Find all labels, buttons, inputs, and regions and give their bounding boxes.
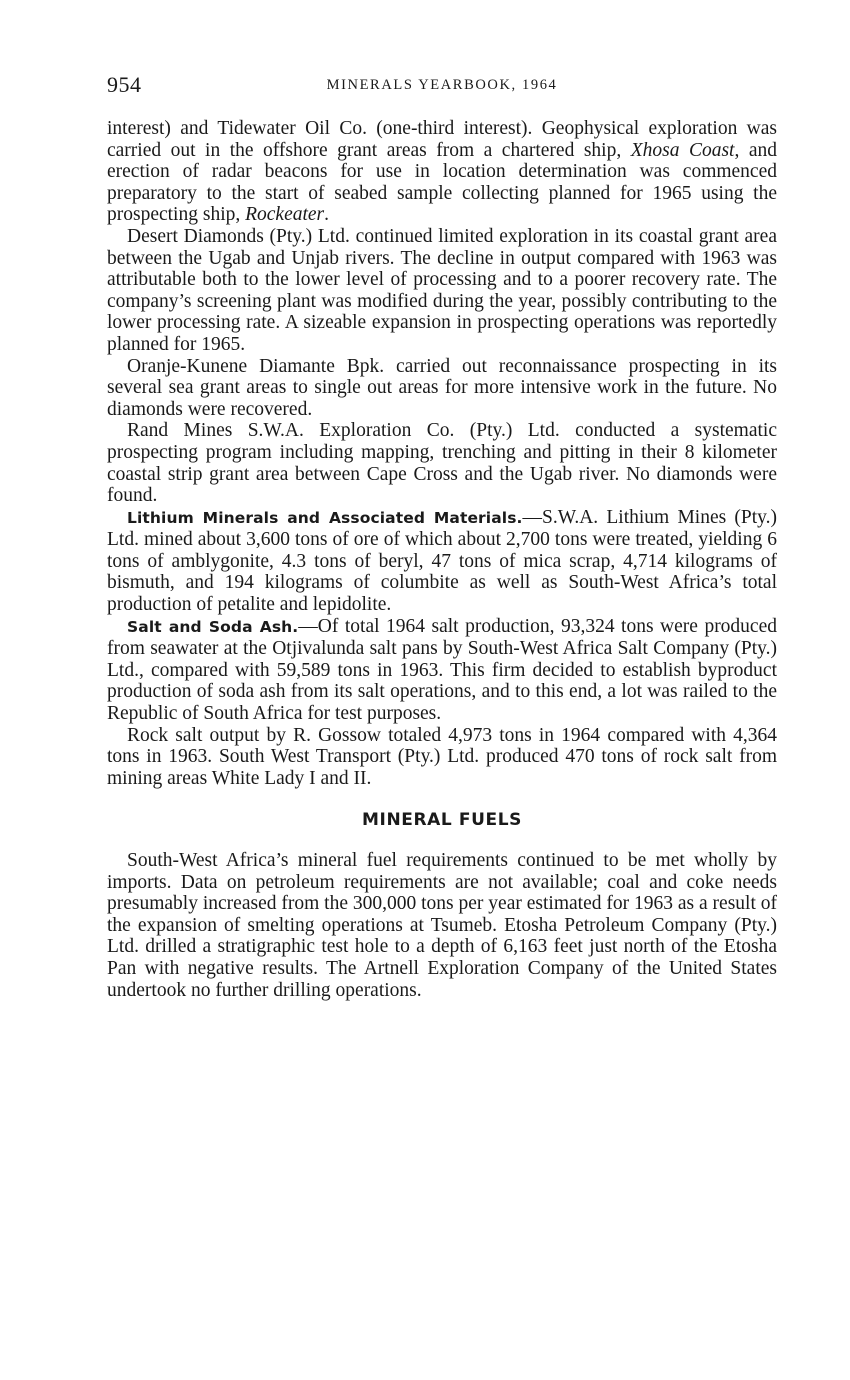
paragraph-mineral-fuels: South-West Africa’s mineral fuel requirements continued to be met wholly by imports. Data on petroleum requirements are not available; coal and coke needs presumably increased from the 300,000 tons per year estimated for 1963 as a result of the expansion of smelting operations at Tsumeb. Etosha Petroleum Company (Pty.) Ltd. drilled a stratigraphic test hole to a depth of 6,163 feet just north of the Etosha Pan with negative results. The Artnell Exploration Company of the United States undertook no further drilling operations. — [107, 850, 777, 1001]
page-number: 954 — [107, 72, 142, 97]
paragraph-lithium — [107, 507, 777, 616]
paragraph-text: —Of total 1964 salt production, 93,324 tons were produced from seawater at the Otjivalunda salt pans by South-West Africa Salt Company (Pty.) Ltd., compared with 59,589 tons in 1963. This firm decided to establish byproduct production of soda ash from its salt operations, and to this end, a lot was railed to the Republic of South Africa for test purposes. — [107, 615, 777, 725]
paragraph-tidewater — [107, 118, 777, 226]
running-title: MINERALS YEARBOOK, 1964 — [326, 77, 558, 93]
paragraph-text: . — [324, 204, 330, 226]
body-text — [107, 118, 777, 1001]
page-header — [107, 72, 777, 102]
paragraph-text: , and erection of radar beacons for use in location determination was commenced preparatory to the start of seabed sample collecting planned for 1965 using the prospecting ship, — [107, 139, 778, 226]
paragraph-rand-mines: Rand Mines S.W.A. Exploration Co. (Pty.) Ltd. conducted a systematic prospecting program including mapping, trenching and pitting in their 8 kilometer coastal strip grant area between Cape Cross and the Ugab river. No diamonds were found. — [107, 420, 777, 507]
paragraph-rock-salt: Rock salt output by R. Gossow totaled 4,973 tons in 1964 compared with 4,364 tons in 1963. South West Transport (Pty.) Ltd. produced 470 tons of rock salt from mining areas White Lady I and II. — [107, 724, 777, 789]
section-heading-mineral-fuels: MINERAL FUELS — [362, 810, 522, 831]
runin-heading-lithium: Lithium Minerals and Associated Materials. — [127, 508, 523, 527]
ship-name-rockeater: Rockeater — [245, 204, 325, 226]
ship-name-xhosa-coast: Xhosa Coast — [630, 139, 735, 161]
paragraph-desert-diamonds: Desert Diamonds (Pty.) Ltd. continued limited exploration in its coastal grant area between the Ugab and Unjab rivers. The decline in output compared with 1963 was attributable both to the lower level of processing and to a poorer recovery rate. The company’s screening plant was modified during the year, possibly contributing to the lower processing rate. A sizeable expansion in prospecting operations was reportedly planned for 1965. — [107, 225, 777, 355]
paragraph-salt-soda — [107, 616, 777, 725]
paragraph-oranje-kunene: Oranje-Kunene Diamante Bpk. carried out reconnaissance prospecting in its several sea grant areas to single out areas for more intensive work in the future. No diamonds were recovered. — [107, 355, 777, 420]
paragraph-text: interest) and Tidewater Oil Co. (one-third interest). Geophysical exploration was carried out in the offshore grant areas from a chartered ship, — [107, 118, 777, 161]
paragraph-text: —S.W.A. Lithium Mines (Pty.) Ltd. mined about 3,600 tons of ore of which about 2,700 tons were treated, yielding 6 tons of amblygonite, 4.3 tons of beryl, 47 tons of mica scrap, 4,714 kilograms of bismuth, and 194 kilograms of columbite as well as South-West Africa’s total production of petalite and lepidolite. — [107, 506, 778, 616]
runin-heading-salt-soda: Salt and Soda Ash. — [127, 617, 299, 636]
